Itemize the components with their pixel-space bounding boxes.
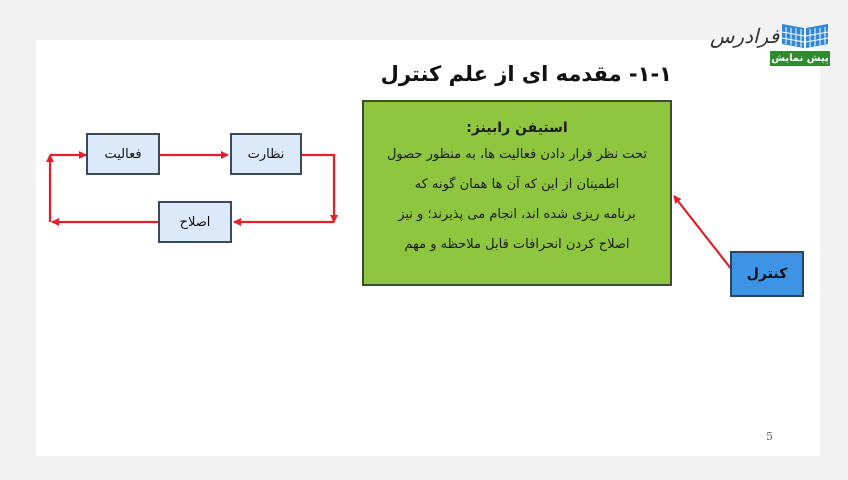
monitoring-box: [230, 133, 302, 175]
monitoring-label: نظارت: [247, 146, 285, 162]
preview-badge: پیش نمایش: [771, 53, 829, 64]
control-box: [730, 251, 804, 297]
definition-line: تحت نظر قرار دادن فعالیت ها، به منظور حصول: [386, 147, 647, 162]
definition-line: برنامه ریزی شده اند، انجام می پذیرند؛ و نیز: [398, 207, 636, 222]
arrow-control-to-definition: [674, 196, 732, 270]
control-label: کنترل: [746, 266, 788, 282]
definition-author: استیفن رابینز:: [466, 120, 568, 136]
correction-box: [158, 201, 232, 243]
page-number: 5: [766, 430, 773, 443]
activity-label: فعالیت: [104, 146, 142, 162]
correction-label: اصلاح: [179, 214, 211, 230]
arrow-monitoring-to-correction: [302, 155, 334, 222]
definition-line: اصلاح کردن انحرافات قابل ملاحظه و مهم: [404, 237, 630, 252]
definition-line: اطمینان از این که آن ها همان گونه که: [414, 177, 620, 192]
logo-brand-text: فرادرس: [710, 24, 780, 48]
definition-box: [362, 100, 672, 286]
activity-box: [86, 133, 160, 175]
slide-title: ۱-۱- مقدمه ای از علم کنترل: [380, 62, 672, 86]
